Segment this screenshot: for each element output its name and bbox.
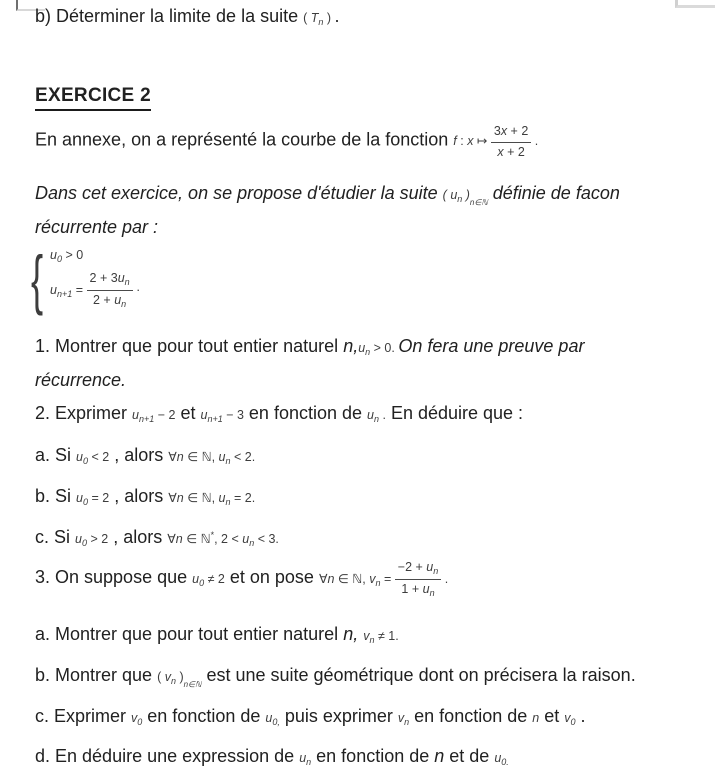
q3c-mid2: puis exprimer [279, 706, 398, 726]
function-def-math [453, 124, 539, 159]
q3-mid: et on pose [224, 567, 319, 588]
left-brace: { [30, 242, 44, 316]
paren-close: ) [323, 11, 335, 25]
system-row-recurrence [50, 271, 140, 311]
propose-text-post: définie de facon [487, 183, 620, 203]
q2b-pre: b. Si [35, 486, 77, 506]
paren-open: ( [157, 670, 165, 684]
line-q2b [35, 486, 255, 508]
var-u: u [218, 491, 226, 505]
sub-0: 0 [82, 497, 88, 507]
vn-math [398, 711, 409, 725]
var-x: x [497, 144, 504, 159]
q3d-mid1: en fonction de [311, 746, 435, 766]
var-u: u [265, 711, 273, 725]
exercise-heading: EXERCICE 2 [35, 85, 151, 111]
sub-0-comma: 0, [272, 717, 280, 727]
sub-n: n [225, 456, 231, 466]
fraction-recurrence [87, 271, 133, 311]
in-N: ∈ ℕ, [183, 450, 219, 464]
fraction-numerator [491, 124, 531, 143]
var-u: u [76, 450, 83, 464]
var-u: u [367, 408, 374, 422]
sub-n: n [170, 676, 176, 686]
plus-2: + 2 [503, 144, 525, 159]
forall-2-lt-un-lt-3-math [167, 532, 279, 546]
line-q3a [35, 624, 399, 646]
in-N: ∈ ℕ, [183, 491, 219, 505]
num-pre: 2 + 3 [89, 270, 118, 285]
q3a-pre: a. Montrer que pour tout entier naturel [35, 624, 344, 644]
var-u: u [494, 751, 502, 765]
fraction-3x2-x2 [491, 124, 531, 160]
q2c-alors: , alors [108, 527, 168, 547]
recurrence-system [30, 242, 141, 316]
line-q2 [35, 403, 523, 425]
paren-close: ) [462, 188, 470, 202]
sub-n: n [121, 299, 127, 309]
sub-n: n [318, 17, 324, 27]
q2-text-et: et [175, 403, 201, 423]
sub-n-in-N: n∈ℕ [469, 198, 488, 207]
line-q2c [35, 527, 279, 549]
line-annexe [35, 124, 538, 160]
q1-line2: récurrence. [35, 370, 127, 390]
den-pre: 2 + [93, 293, 115, 307]
var-u: u [218, 450, 226, 464]
line-q2a [35, 445, 255, 467]
system-row-u0 [50, 248, 140, 264]
u0-lt-2-math [76, 450, 109, 464]
minus-3: − 3 [222, 408, 244, 422]
sub-n-plus-1: n+1 [57, 288, 73, 299]
sub-0: 0 [57, 253, 63, 264]
var-n: n [176, 450, 184, 464]
forall-un-eq-2-math [168, 491, 255, 505]
forall-symbol: ∀ [168, 450, 177, 464]
fraction-denominator [395, 580, 441, 599]
sub-n: n [373, 414, 379, 424]
paren-open: ( [442, 188, 451, 202]
sub-n: n [365, 347, 371, 357]
un1-minus-3-math [200, 408, 243, 422]
equals: = [380, 572, 395, 587]
var-n-italic: n, [343, 336, 359, 356]
in-N: ∈ ℕ, [334, 572, 370, 587]
q2c-pre: c. Si [35, 527, 76, 547]
var-f: f [453, 134, 457, 149]
u0-gt-2-math [75, 532, 108, 546]
vn-neq-1-math [363, 629, 399, 643]
sub-0: 0 [137, 717, 143, 727]
q1-text: 1. Montrer que pour tout entier naturel [35, 336, 344, 356]
trailing-dot: · [132, 282, 141, 297]
system-rows [40, 248, 140, 311]
v0-math [131, 711, 142, 725]
un-math [299, 751, 311, 765]
q3d-mid2: et de [444, 746, 495, 766]
var-u: u [50, 282, 57, 297]
forall-symbol: ∀ [167, 532, 176, 546]
line-q3c [35, 706, 586, 728]
sub-n-plus-1: n+1 [207, 414, 223, 424]
q2-text-mid: en fonction de [243, 403, 368, 423]
cmp-end: < 2. [230, 450, 256, 464]
var-n: n [176, 491, 184, 505]
question-b-period: . [334, 6, 340, 26]
cmp: = 2 [88, 491, 110, 505]
plus-2: + 2 [507, 124, 529, 138]
var-u: u [117, 270, 125, 285]
seq-un-math [442, 188, 488, 207]
q3c-pre: c. Exprimer [35, 706, 132, 726]
line-q1-1 [35, 336, 584, 358]
q2-text-post: En déduire que : [385, 403, 524, 423]
minus-2: − 2 [154, 408, 176, 422]
fraction-denominator [87, 291, 133, 310]
var-u: u [242, 532, 250, 546]
q3b-post: est une suite géométrique dont on précisera la raison. [201, 665, 636, 685]
un-gt-0-math [358, 341, 398, 355]
exercise-heading-line [35, 85, 151, 111]
neq-1: ≠ 1. [374, 629, 399, 643]
var-u: u [358, 341, 366, 355]
var-n-italic: n, [343, 624, 364, 644]
propose-line2: récurrente par : [35, 217, 159, 237]
q2a-alors: , alors [109, 445, 169, 465]
var-n: n [175, 532, 183, 546]
var-v: v [363, 629, 370, 643]
q3c-mid3: en fonction de [409, 706, 533, 726]
line-q3 [35, 560, 448, 600]
var-v: v [369, 572, 376, 587]
comma-2-lt: , 2 < [214, 532, 243, 546]
var-n-italic: n [434, 746, 445, 766]
fraction-denominator [491, 143, 531, 161]
gt-0: > 0 [62, 247, 84, 262]
q1-italic-note: On fera une preuve par [398, 336, 585, 356]
var-u: u [426, 560, 434, 574]
sub-0: 0 [81, 538, 87, 548]
propose-text-pre: Dans cet exercice, on se propose d'étudier la suite [35, 183, 443, 203]
colon: : [456, 134, 468, 149]
sub-n: n [375, 578, 381, 589]
q3b-pre: b. Montrer que [35, 665, 158, 685]
sub-n: n [429, 588, 435, 599]
q3-pre: 3. On suppose que [35, 567, 193, 588]
var-v: v [564, 711, 571, 725]
seq-Tn-math [303, 11, 334, 25]
sub-n-plus-1: n+1 [138, 414, 155, 424]
paren-close: ) [175, 670, 184, 684]
q2a-pre: a. Si [35, 445, 77, 465]
u0-math [494, 751, 508, 765]
var-x: x [500, 124, 508, 138]
q3c-mid1: en fonction de [142, 706, 266, 726]
var-v: v [397, 711, 405, 725]
sub-0: 0 [82, 456, 88, 466]
sub-n: n [404, 717, 410, 727]
q2b-alors: , alors [109, 486, 169, 506]
v0-math-2 [564, 711, 575, 725]
sub-n: n [369, 635, 375, 645]
sub-n: n [433, 566, 439, 576]
equals: = [72, 282, 87, 297]
cmp: > 2 [86, 532, 109, 546]
coef-3: 3 [493, 124, 501, 138]
u0-eq-2-math [76, 491, 109, 505]
fraction-vn [395, 560, 441, 600]
period: . [441, 572, 449, 587]
sub-0-period: 0. [501, 757, 509, 767]
u0-neq-2-math [192, 572, 225, 589]
var-u: u [76, 491, 83, 505]
var-u: u [192, 572, 200, 587]
var-u: u [114, 293, 122, 307]
u0-math [265, 711, 279, 725]
forall-symbol: ∀ [168, 491, 177, 505]
neq-2: ≠ 2 [204, 572, 225, 587]
line-propose-1 [35, 183, 620, 208]
dot: . [378, 408, 386, 422]
line-q3b [35, 665, 636, 690]
un1-minus-2-math [132, 408, 175, 422]
line-propose-2 [35, 217, 158, 239]
var-n-math: n [532, 711, 540, 725]
sub-n: n [124, 276, 130, 287]
in-N: ∈ ℕ [182, 532, 211, 546]
period: . [531, 134, 539, 149]
sub-n: n [249, 538, 255, 548]
lt-3: < 3. [254, 532, 279, 546]
q3c-mid4: et [539, 706, 565, 726]
fraction-numerator [87, 271, 133, 291]
var-T: T [310, 11, 319, 25]
var-u: u [132, 408, 139, 422]
mapsto-symbol: ↦ [473, 134, 491, 149]
var-x: x [467, 134, 474, 149]
forall-symbol: ∀ [318, 572, 328, 587]
sub-n: n [225, 497, 231, 507]
q2-text-pre: 2. Exprimer [35, 403, 133, 423]
var-u: u [200, 408, 208, 422]
line-q3d [35, 746, 509, 768]
line-question-b [35, 6, 340, 28]
var-v: v [131, 711, 138, 725]
forall-un-lt-2-math [168, 450, 255, 464]
q3d-pre: d. En déduire une expression de [35, 746, 300, 766]
sub-n: n [457, 194, 463, 204]
var-u: u [422, 582, 430, 597]
den-pre: 1 + [401, 582, 423, 597]
sub-0: 0 [570, 717, 576, 727]
var-u: u [50, 247, 57, 262]
seq-vn-math [157, 670, 202, 689]
paren-open: ( [303, 11, 311, 25]
star-superscript: * [210, 530, 215, 540]
question-b-text: b) Déterminer la limite de la suite [35, 6, 304, 26]
var-u: u [75, 532, 82, 546]
cmp-end: = 2. [230, 491, 256, 505]
var-u: u [299, 751, 307, 765]
sub-n: n [306, 757, 312, 767]
num-pre: −2 + [397, 560, 427, 574]
line-q1-2 [35, 370, 126, 392]
q3c-end: . [575, 706, 586, 726]
sub-n-in-N: n∈ℕ [183, 680, 202, 689]
var-n: n [327, 572, 335, 587]
var-v: v [164, 670, 171, 684]
vn-definition-math [318, 560, 449, 599]
fraction-numerator [395, 560, 441, 580]
sub-0: 0 [199, 578, 205, 589]
crop-corner-right [675, 0, 715, 8]
cmp: < 2 [88, 450, 110, 464]
annexe-text: En annexe, on a représenté la courbe de la fonction [35, 129, 454, 150]
gt-0: > 0. [370, 341, 399, 355]
var-u: u [450, 188, 458, 202]
un-math [367, 408, 386, 422]
